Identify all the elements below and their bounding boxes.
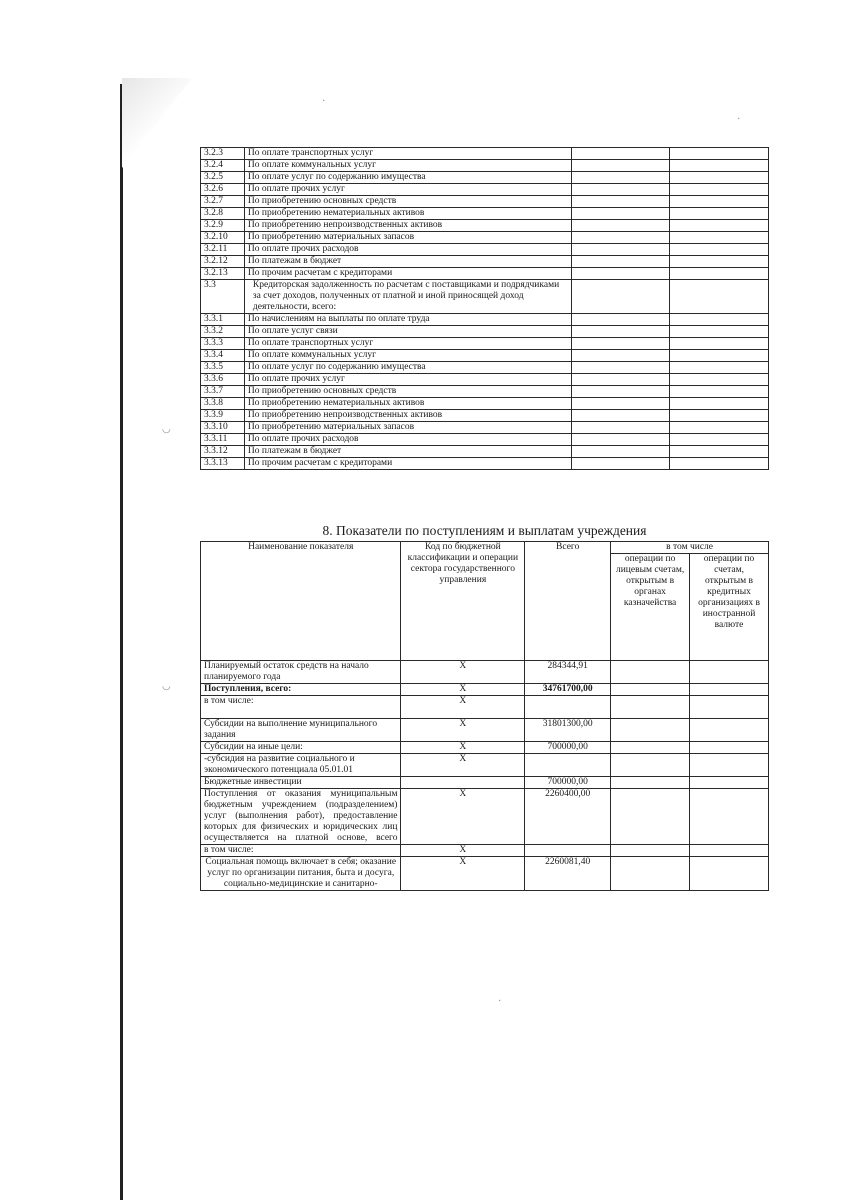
row-code: 3.2.11 bbox=[201, 244, 245, 256]
table-row bbox=[201, 684, 769, 696]
row-code: 3.2.6 bbox=[201, 184, 245, 196]
row-code: X bbox=[401, 754, 525, 777]
row-name: Кредиторская задолженность по расчетам с поставщиками и подрядчиками за счет доходов, полученных от платной и иной приносящей доход деятельности, всего: bbox=[244, 280, 571, 314]
row-credit bbox=[690, 696, 769, 719]
row-name: По приобретению нематериальных активов bbox=[244, 398, 571, 410]
row-credit bbox=[690, 845, 769, 857]
row-value-cell bbox=[670, 458, 769, 470]
scan-speck: · bbox=[498, 996, 502, 1007]
row-value-cell bbox=[670, 184, 769, 196]
row-code: 3.2.4 bbox=[201, 160, 245, 172]
row-total: 34761700,00 bbox=[525, 684, 611, 696]
row-value-cell bbox=[571, 256, 670, 268]
row-treasury bbox=[611, 789, 690, 845]
row-name: -субсидия на развитие социального и экономического потенциала 05.01.01 bbox=[201, 754, 401, 777]
row-name: По оплате услуг связи bbox=[244, 326, 571, 338]
row-total: 700000,00 bbox=[525, 742, 611, 754]
row-code: X bbox=[401, 696, 525, 719]
row-code: X bbox=[401, 742, 525, 754]
row-treasury bbox=[611, 696, 690, 719]
table-row bbox=[201, 719, 769, 742]
row-value-cell bbox=[571, 338, 670, 350]
row-value-cell bbox=[571, 220, 670, 232]
row-value-cell bbox=[571, 196, 670, 208]
row-value-cell bbox=[670, 220, 769, 232]
table-row bbox=[201, 326, 769, 338]
row-value-cell bbox=[670, 386, 769, 398]
row-value-cell bbox=[571, 386, 670, 398]
row-value-cell bbox=[670, 434, 769, 446]
scan-binder-mark: ◡ bbox=[162, 424, 171, 435]
row-code: 3.2.8 bbox=[201, 208, 245, 220]
row-credit bbox=[690, 742, 769, 754]
row-name: По приобретению материальных запасов bbox=[244, 232, 571, 244]
header-total: Всего bbox=[525, 542, 611, 661]
row-value-cell bbox=[571, 148, 670, 160]
row-total bbox=[525, 754, 611, 777]
row-value-cell bbox=[571, 314, 670, 326]
row-value-cell bbox=[670, 398, 769, 410]
row-value-cell bbox=[670, 350, 769, 362]
row-value-cell bbox=[571, 232, 670, 244]
scan-page-edge bbox=[120, 84, 123, 1200]
receipts-payments-table bbox=[200, 541, 769, 891]
table-row bbox=[201, 857, 769, 891]
row-code: X bbox=[401, 661, 525, 684]
row-name: По оплате коммунальных услуг bbox=[244, 160, 571, 172]
row-value-cell bbox=[571, 244, 670, 256]
scan-binder-mark: ◡ bbox=[162, 681, 171, 692]
row-value-cell bbox=[571, 362, 670, 374]
row-name: По платежам в бюджет bbox=[244, 256, 571, 268]
row-value-cell bbox=[670, 208, 769, 220]
table-row bbox=[201, 386, 769, 398]
table-row bbox=[201, 172, 769, 184]
row-value-cell bbox=[670, 196, 769, 208]
row-value-cell bbox=[670, 268, 769, 280]
creditor-debt-table bbox=[200, 147, 769, 470]
row-credit bbox=[690, 754, 769, 777]
table-row bbox=[201, 208, 769, 220]
row-value-cell bbox=[670, 172, 769, 184]
row-value-cell bbox=[670, 244, 769, 256]
row-value-cell bbox=[571, 422, 670, 434]
table-header-row bbox=[201, 542, 769, 554]
row-name: По оплате услуг по содержанию имущества bbox=[244, 172, 571, 184]
row-total: 284344,91 bbox=[525, 661, 611, 684]
row-value-cell bbox=[670, 446, 769, 458]
table-row bbox=[201, 362, 769, 374]
table-row bbox=[201, 196, 769, 208]
row-credit bbox=[690, 789, 769, 845]
table-row bbox=[201, 374, 769, 386]
row-code: 3.3.5 bbox=[201, 362, 245, 374]
row-value-cell bbox=[670, 148, 769, 160]
row-value-cell bbox=[571, 374, 670, 386]
row-total: 2260400,00 bbox=[525, 789, 611, 845]
row-credit bbox=[690, 857, 769, 891]
table-row bbox=[201, 220, 769, 232]
row-value-cell bbox=[670, 422, 769, 434]
row-value-cell bbox=[571, 350, 670, 362]
row-name: По оплате транспортных услуг bbox=[244, 148, 571, 160]
table-row bbox=[201, 338, 769, 350]
row-value-cell bbox=[571, 410, 670, 422]
table-row bbox=[201, 742, 769, 754]
row-treasury bbox=[611, 661, 690, 684]
header-credit: операции по счетам, открытым в кредитных организациях в иностранной валюте bbox=[690, 554, 769, 661]
row-code: 3.2.3 bbox=[201, 148, 245, 160]
table-row bbox=[201, 845, 769, 857]
row-credit bbox=[690, 684, 769, 696]
row-value-cell bbox=[670, 338, 769, 350]
row-code: 3.3.8 bbox=[201, 398, 245, 410]
row-value-cell bbox=[571, 160, 670, 172]
row-value-cell bbox=[571, 268, 670, 280]
row-code: 3.2.7 bbox=[201, 196, 245, 208]
table-row bbox=[201, 256, 769, 268]
row-credit bbox=[690, 777, 769, 789]
row-name: Субсидии на выполнение муниципального задания bbox=[201, 719, 401, 742]
row-name: Планируемый остаток средств на начало планируемого года bbox=[201, 661, 401, 684]
row-value-cell bbox=[670, 280, 769, 314]
row-name: По оплате прочих услуг bbox=[244, 184, 571, 196]
row-name: По приобретению непроизводственных активов bbox=[244, 410, 571, 422]
table-row bbox=[201, 160, 769, 172]
row-value-cell bbox=[571, 458, 670, 470]
row-code: 3.3.3 bbox=[201, 338, 245, 350]
row-name: По приобретению основных средств bbox=[244, 196, 571, 208]
row-value-cell bbox=[670, 410, 769, 422]
row-value-cell bbox=[670, 256, 769, 268]
row-code: 3.3.6 bbox=[201, 374, 245, 386]
row-code: 3.3.7 bbox=[201, 386, 245, 398]
row-treasury bbox=[611, 742, 690, 754]
row-code: 3.3.9 bbox=[201, 410, 245, 422]
table-row bbox=[201, 244, 769, 256]
row-value-cell bbox=[571, 434, 670, 446]
table-row bbox=[201, 148, 769, 160]
row-code: X bbox=[401, 684, 525, 696]
row-total: 31801300,00 bbox=[525, 719, 611, 742]
row-code: 3.2.13 bbox=[201, 268, 245, 280]
row-value-cell bbox=[571, 326, 670, 338]
row-code: 3.3.10 bbox=[201, 422, 245, 434]
row-value-cell bbox=[571, 398, 670, 410]
table-row bbox=[201, 410, 769, 422]
row-value-cell bbox=[670, 362, 769, 374]
row-name: По прочим расчетам с кредиторами bbox=[244, 268, 571, 280]
row-name: По приобретению непроизводственных активов bbox=[244, 220, 571, 232]
row-treasury bbox=[611, 857, 690, 891]
scan-speck: · bbox=[322, 96, 326, 107]
row-name: Социальная помощь включает в себя; оказание услуг по организации питания, быта и досуга, социально-медицинские и санитарно- bbox=[201, 857, 401, 891]
table-row bbox=[201, 268, 769, 280]
table-row bbox=[201, 754, 769, 777]
table-row bbox=[201, 696, 769, 719]
row-value-cell bbox=[571, 172, 670, 184]
row-name: в том числе: bbox=[201, 696, 401, 719]
table-row bbox=[201, 184, 769, 196]
header-code: Код по бюджетной классификации и операции сектора государственного управления bbox=[401, 542, 525, 661]
row-value-cell bbox=[670, 160, 769, 172]
row-name: в том числе: bbox=[201, 845, 401, 857]
row-code: 3.3.13 bbox=[201, 458, 245, 470]
row-value-cell bbox=[670, 314, 769, 326]
header-including: в том числе bbox=[611, 542, 769, 554]
row-code: X bbox=[401, 845, 525, 857]
row-value-cell bbox=[571, 446, 670, 458]
row-total bbox=[525, 845, 611, 857]
row-code: X bbox=[401, 789, 525, 845]
row-value-cell bbox=[571, 280, 670, 314]
table-row bbox=[201, 661, 769, 684]
table-row bbox=[201, 350, 769, 362]
row-name: По оплате коммунальных услуг bbox=[244, 350, 571, 362]
row-code: 3.3.4 bbox=[201, 350, 245, 362]
row-code: 3.2.5 bbox=[201, 172, 245, 184]
scan-speck: · bbox=[737, 114, 741, 125]
row-name: По оплате прочих услуг bbox=[244, 374, 571, 386]
row-name: По оплате прочих расходов bbox=[244, 434, 571, 446]
row-treasury bbox=[611, 684, 690, 696]
table-row bbox=[201, 232, 769, 244]
row-total: 2260081,40 bbox=[525, 857, 611, 891]
row-treasury bbox=[611, 754, 690, 777]
table-row bbox=[201, 458, 769, 470]
row-code bbox=[401, 777, 525, 789]
row-code: 3.3 bbox=[201, 280, 245, 314]
row-code: 3.2.10 bbox=[201, 232, 245, 244]
row-name: По приобретению нематериальных активов bbox=[244, 208, 571, 220]
row-name: Субсидии на иные цели: bbox=[201, 742, 401, 754]
table-row bbox=[201, 314, 769, 326]
row-credit bbox=[690, 661, 769, 684]
row-code: 3.3.11 bbox=[201, 434, 245, 446]
row-name: Бюджетные инвестиции bbox=[201, 777, 401, 789]
row-name: По оплате услуг по содержанию имущества bbox=[244, 362, 571, 374]
scan-corner-fold bbox=[122, 78, 192, 168]
table-row bbox=[201, 446, 769, 458]
row-name: Поступления от оказания муниципальным бюджетным учреждением (подразделением) услуг (выполнения работ), предоставление которых для физических и юридических лиц осуществляется на платной основе, всего bbox=[201, 789, 401, 845]
table-row bbox=[201, 422, 769, 434]
row-name: По прочим расчетам с кредиторами bbox=[244, 458, 571, 470]
row-name: По оплате транспортных услуг bbox=[244, 338, 571, 350]
row-code: X bbox=[401, 719, 525, 742]
section-title: 8. Показатели по поступлениям и выплатам учреждения bbox=[322, 523, 647, 538]
row-credit bbox=[690, 719, 769, 742]
row-value-cell bbox=[670, 232, 769, 244]
header-treasury: операции по лицевым счетам, открытым в органах казначейства bbox=[611, 554, 690, 661]
row-code: 3.3.12 bbox=[201, 446, 245, 458]
table-row bbox=[201, 434, 769, 446]
row-name: По приобретению основных средств bbox=[244, 386, 571, 398]
table-row bbox=[201, 789, 769, 845]
table-row bbox=[201, 280, 769, 314]
row-code: 3.2.12 bbox=[201, 256, 245, 268]
table-row bbox=[201, 777, 769, 789]
row-code: 3.3.1 bbox=[201, 314, 245, 326]
table-row bbox=[201, 398, 769, 410]
row-name: По платежам в бюджет bbox=[244, 446, 571, 458]
row-code: 3.3.2 bbox=[201, 326, 245, 338]
row-treasury bbox=[611, 777, 690, 789]
row-value-cell bbox=[670, 326, 769, 338]
row-name: Поступления, всего: bbox=[201, 684, 401, 696]
row-total bbox=[525, 696, 611, 719]
row-code: 3.2.9 bbox=[201, 220, 245, 232]
row-code: X bbox=[401, 857, 525, 891]
row-name: По оплате прочих расходов bbox=[244, 244, 571, 256]
row-name: По начислениям на выплаты по оплате труда bbox=[244, 314, 571, 326]
row-total: 700000,00 bbox=[525, 777, 611, 789]
row-treasury bbox=[611, 719, 690, 742]
row-name: По приобретению материальных запасов bbox=[244, 422, 571, 434]
header-name: Наименование показателя bbox=[201, 542, 401, 661]
row-value-cell bbox=[670, 374, 769, 386]
row-treasury bbox=[611, 845, 690, 857]
row-value-cell bbox=[571, 184, 670, 196]
row-value-cell bbox=[571, 208, 670, 220]
